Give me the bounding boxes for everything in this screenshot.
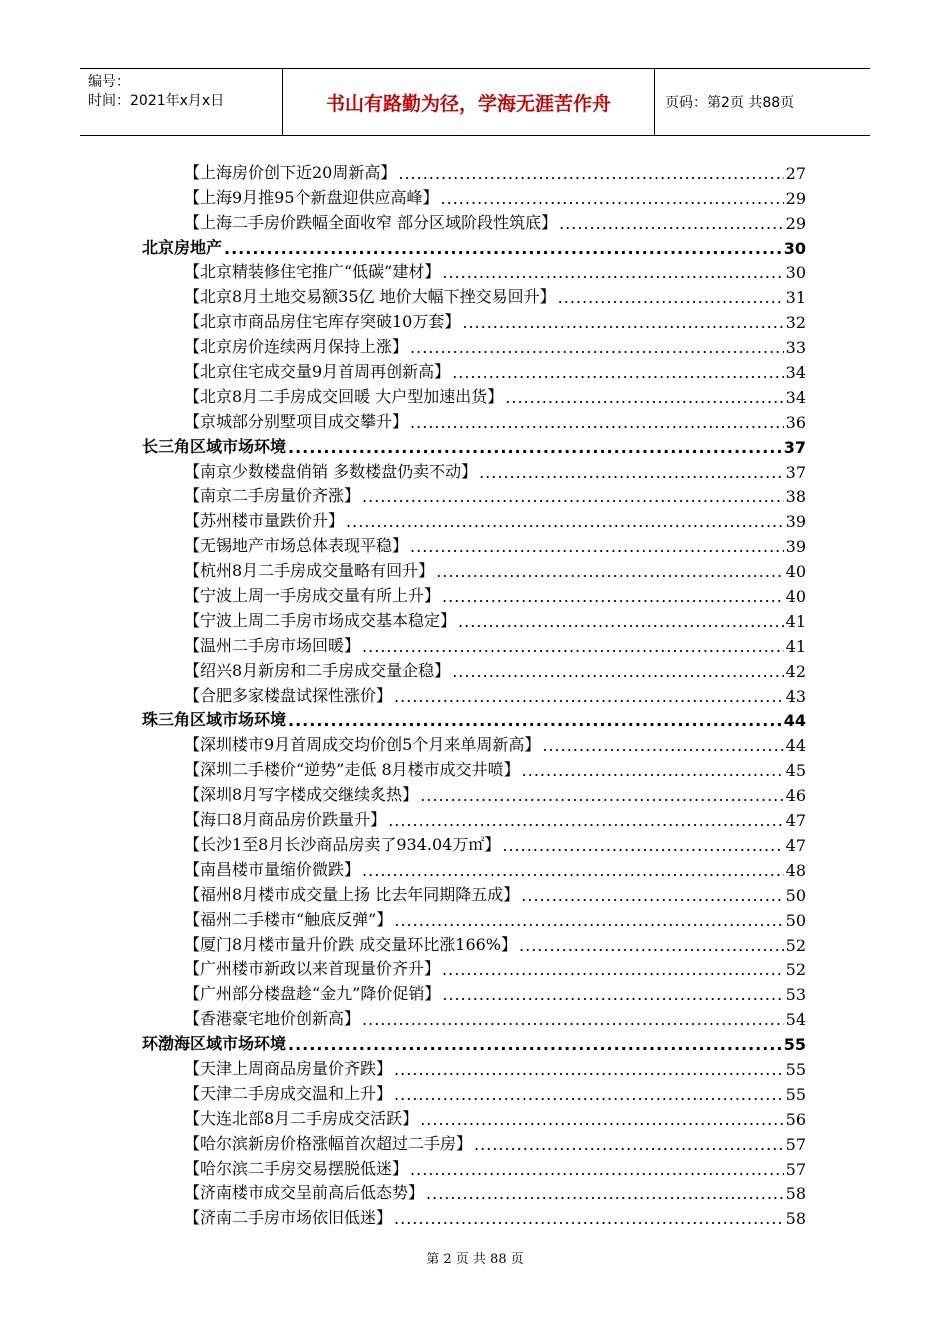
toc-dot-leader xyxy=(394,1085,784,1104)
toc-entry[interactable] xyxy=(142,258,806,283)
toc-dot-leader xyxy=(288,438,782,457)
header-meta xyxy=(80,69,282,135)
toc-entry-page: 43 xyxy=(785,686,806,706)
toc-entry-title: 【厦门8月楼市量升价跌 成交量环比涨166%】 xyxy=(184,934,518,954)
toc-entry-title: 珠三角区域市场环境 xyxy=(142,710,287,730)
toc-entry-page: 34 xyxy=(785,363,806,383)
toc-entry-page: 46 xyxy=(785,786,806,806)
toc-entry-page: 55 xyxy=(785,1084,806,1104)
toc-entry-title: 【北京精装修住宅推广“低碳”建材】 xyxy=(184,262,441,282)
toc-entry-page: 52 xyxy=(785,960,806,980)
toc-entry-title: 【温州二手房市场回暖】 xyxy=(184,635,361,655)
toc-entry-page: 57 xyxy=(785,1134,806,1154)
toc-entry-title: 【深圳楼市9月首周成交均价创5个月来单周新高】 xyxy=(184,735,541,755)
toc-dot-leader xyxy=(442,263,783,282)
toc-entry[interactable] xyxy=(142,1004,806,1029)
toc-dot-leader xyxy=(558,288,784,307)
toc-dot-leader xyxy=(519,936,784,955)
toc-entry-page: 52 xyxy=(785,935,806,955)
toc-entry[interactable] xyxy=(142,158,806,183)
toc-entry[interactable] xyxy=(142,482,806,507)
toc-dot-leader xyxy=(362,861,784,880)
toc-entry-page: 34 xyxy=(785,387,806,407)
toc-entry[interactable] xyxy=(142,307,806,332)
toc-entry-title: 【北京8月土地交易额35亿 地价大幅下挫交易回升】 xyxy=(184,287,556,307)
toc-entry-title: 【北京8月二手房成交回暖 大户型加速出货】 xyxy=(184,386,504,406)
toc-entry-title: 长三角区域市场环境 xyxy=(142,436,287,456)
toc-entry-title: 【苏州楼市量跌价升】 xyxy=(184,511,345,531)
toc-dot-leader xyxy=(394,1209,784,1228)
toc-entry-title: 【长沙1至8月长沙商品房卖了934.04万㎡】 xyxy=(184,834,501,854)
table-of-contents xyxy=(142,158,806,1228)
toc-entry-page: 33 xyxy=(785,338,806,358)
toc-entry[interactable] xyxy=(142,1104,806,1129)
page-footer: 第 2 页 共 88 页 xyxy=(426,1252,524,1267)
toc-dot-leader xyxy=(388,811,783,830)
toc-entry-title: 【南京二手房量价齐涨】 xyxy=(184,486,361,506)
toc-dot-leader xyxy=(394,1060,784,1079)
toc-entry-page: 40 xyxy=(785,587,806,607)
toc-entry-title: 【宁波上周一手房成交量有所上升】 xyxy=(184,586,441,606)
toc-entry-title: 【海口8月商品房价跌量升】 xyxy=(184,810,387,830)
toc-dot-leader xyxy=(559,214,784,233)
toc-entry[interactable] xyxy=(142,880,806,905)
toc-entry-title: 环渤海区域市场环境 xyxy=(142,1034,287,1054)
toc-entry-page: 50 xyxy=(785,910,806,930)
toc-entry-page: 39 xyxy=(785,537,806,557)
toc-entry[interactable] xyxy=(142,631,806,656)
toc-dot-leader xyxy=(224,239,782,258)
toc-dot-leader xyxy=(288,1035,782,1054)
toc-entry-page: 41 xyxy=(785,611,806,631)
toc-section-entry[interactable] xyxy=(142,432,806,457)
toc-entry[interactable] xyxy=(142,656,806,681)
toc-entry-title: 北京房地产 xyxy=(142,237,223,257)
toc-entry[interactable] xyxy=(142,531,806,556)
toc-entry[interactable] xyxy=(142,1179,806,1204)
toc-entry-page: 47 xyxy=(785,811,806,831)
toc-entry[interactable] xyxy=(142,805,806,830)
toc-entry-title: 【北京住宅成交量9月首周再创新高】 xyxy=(184,362,451,382)
toc-entry-title: 【哈尔滨二手房交易摆脱低迷】 xyxy=(184,1158,409,1178)
toc-entry-page: 37 xyxy=(783,437,806,457)
toc-dot-leader xyxy=(442,985,783,1004)
toc-dot-leader xyxy=(346,512,784,531)
toc-dot-leader xyxy=(521,886,783,905)
toc-dot-leader xyxy=(410,338,784,357)
toc-entry-page: 56 xyxy=(785,1109,806,1129)
toc-entry[interactable] xyxy=(142,382,806,407)
toc-entry-title: 【哈尔滨新房价格涨幅首次超过二手房】 xyxy=(184,1133,473,1153)
toc-entry[interactable] xyxy=(142,955,806,980)
toc-dot-leader xyxy=(426,1184,784,1203)
toc-entry-title: 【京城部分别墅项目成交攀升】 xyxy=(184,411,409,431)
toc-dot-leader xyxy=(458,612,784,631)
toc-entry-page: 42 xyxy=(785,661,806,681)
toc-entry-title: 【上海二手房价跌幅全面收窄 部分区域阶段性筑底】 xyxy=(184,212,558,232)
toc-entry-title: 【北京房价连续两月保持上涨】 xyxy=(184,337,409,357)
toc-dot-leader xyxy=(288,711,782,730)
toc-entry[interactable] xyxy=(142,581,806,606)
toc-entry[interactable] xyxy=(142,1154,806,1179)
toc-entry-page: 47 xyxy=(785,835,806,855)
toc-entry[interactable] xyxy=(142,830,806,855)
toc-dot-leader xyxy=(522,761,784,780)
toc-dot-leader xyxy=(410,537,784,556)
toc-entry-page: 29 xyxy=(785,188,806,208)
toc-entry-title: 【广州楼市新政以来首现量价齐升】 xyxy=(184,959,441,979)
toc-dot-leader xyxy=(394,911,783,930)
toc-entry-title: 【上海9月推95个新盘迎供应高峰】 xyxy=(184,187,439,207)
header-page-info: 页码：第2页 共88页 xyxy=(665,95,795,111)
toc-entry-title: 【福州二手楼市“触底反弹”】 xyxy=(184,909,393,929)
toc-entry[interactable] xyxy=(142,1129,806,1154)
toc-dot-leader xyxy=(452,662,783,681)
toc-entry-page: 50 xyxy=(785,885,806,905)
toc-entry[interactable] xyxy=(142,407,806,432)
toc-entry-title: 【大连北部8月二手房成交活跃】 xyxy=(184,1108,419,1128)
toc-dot-leader xyxy=(474,1135,784,1154)
toc-entry[interactable] xyxy=(142,979,806,1004)
toc-entry[interactable] xyxy=(142,930,806,955)
toc-dot-leader xyxy=(362,637,784,656)
toc-entry-page: 58 xyxy=(785,1209,806,1229)
toc-entry-title: 【上海房价创下近20周新高】 xyxy=(184,162,397,182)
toc-entry[interactable] xyxy=(142,183,806,208)
toc-entry-page: 48 xyxy=(785,860,806,880)
toc-dot-leader xyxy=(442,960,784,979)
toc-entry-page: 57 xyxy=(785,1159,806,1179)
toc-dot-leader xyxy=(542,736,783,755)
toc-entry-page: 37 xyxy=(785,462,806,482)
toc-entry[interactable] xyxy=(142,457,806,482)
toc-entry[interactable] xyxy=(142,606,806,631)
toc-entry[interactable] xyxy=(142,905,806,930)
toc-dot-leader xyxy=(452,363,783,382)
toc-entry-title: 【合肥多家楼盘试探性涨价】 xyxy=(184,685,393,705)
toc-entry-title: 【南昌楼市量缩价微跌】 xyxy=(184,859,361,879)
toc-entry[interactable] xyxy=(142,208,806,233)
doc-code-label: 编号： xyxy=(88,74,130,90)
toc-entry-title: 【福州8月楼市成交量上扬 比去年同期降五成】 xyxy=(184,884,520,904)
toc-entry-page: 30 xyxy=(783,238,806,258)
toc-entry-page: 44 xyxy=(783,711,806,731)
toc-entry[interactable] xyxy=(142,506,806,531)
toc-dot-leader xyxy=(462,313,783,332)
toc-dot-leader xyxy=(362,1010,784,1029)
toc-entry-page: 54 xyxy=(785,1010,806,1030)
toc-entry-title: 【香港豪宅地价创新高】 xyxy=(184,1009,361,1029)
toc-entry-page: 30 xyxy=(785,263,806,283)
toc-dot-leader xyxy=(394,687,784,706)
toc-entry[interactable] xyxy=(142,855,806,880)
toc-section-entry[interactable] xyxy=(142,706,806,731)
toc-entry-page: 38 xyxy=(785,487,806,507)
toc-entry[interactable] xyxy=(142,1203,806,1228)
header-motto: 书山有路勤为径，学海无涯苦作舟 xyxy=(282,69,655,135)
toc-entry-title: 【宁波上周二手房市场成交基本稳定】 xyxy=(184,610,457,630)
toc-entry-page: 55 xyxy=(785,1059,806,1079)
toc-entry[interactable] xyxy=(142,730,806,755)
toc-entry-title: 【济南二手房市场依旧低迷】 xyxy=(184,1208,393,1228)
toc-entry-page: 53 xyxy=(785,985,806,1005)
toc-entry-page: 39 xyxy=(785,512,806,532)
toc-entry-page: 32 xyxy=(785,313,806,333)
toc-dot-leader xyxy=(442,587,784,606)
toc-entry-page: 27 xyxy=(785,163,806,183)
toc-dot-leader xyxy=(398,164,783,183)
toc-entry[interactable] xyxy=(142,332,806,357)
toc-dot-leader xyxy=(420,786,783,805)
doc-date-label: 时间：2021年x月x日 xyxy=(88,93,225,109)
page-header xyxy=(80,68,870,136)
toc-entry[interactable] xyxy=(142,780,806,805)
toc-entry-page: 40 xyxy=(785,562,806,582)
toc-entry-page: 29 xyxy=(785,213,806,233)
toc-entry-title: 【无锡地产市场总体表现平稳】 xyxy=(184,536,409,556)
toc-entry-page: 58 xyxy=(785,1184,806,1204)
toc-section-entry[interactable] xyxy=(142,1029,806,1054)
toc-dot-leader xyxy=(505,388,783,407)
toc-entry[interactable] xyxy=(142,282,806,307)
toc-entry-page: 45 xyxy=(785,761,806,781)
toc-dot-leader xyxy=(436,562,783,581)
toc-entry[interactable] xyxy=(142,755,806,780)
toc-entry-page: 31 xyxy=(785,288,806,308)
toc-entry-title: 【广州部分楼盘趁“金九”降价促销】 xyxy=(184,984,441,1004)
toc-entry[interactable] xyxy=(142,681,806,706)
toc-entry-title: 【天津上周商品房量价齐跌】 xyxy=(184,1058,393,1078)
toc-entry[interactable] xyxy=(142,1054,806,1079)
toc-entry-title: 【南京少数楼盘俏销 多数楼盘仍卖不动】 xyxy=(184,461,478,481)
toc-entry-page: 44 xyxy=(785,736,806,756)
toc-entry-title: 【深圳二手楼价“逆势”走低 8月楼市成交井喷】 xyxy=(184,760,520,780)
toc-entry-page: 55 xyxy=(783,1035,806,1055)
toc-dot-leader xyxy=(410,413,784,432)
toc-dot-leader xyxy=(362,487,784,506)
toc-entry-page: 36 xyxy=(785,412,806,432)
toc-section-entry[interactable] xyxy=(142,233,806,258)
toc-dot-leader xyxy=(420,1110,783,1129)
toc-entry-title: 【济南楼市成交呈前高后低态势】 xyxy=(184,1183,425,1203)
toc-entry[interactable] xyxy=(142,357,806,382)
toc-dot-leader xyxy=(410,1160,784,1179)
toc-entry-title: 【杭州8月二手房成交量略有回升】 xyxy=(184,561,435,581)
toc-entry[interactable] xyxy=(142,1079,806,1104)
toc-entry-title: 【深圳8月写字楼成交继续炙热】 xyxy=(184,785,419,805)
toc-dot-leader xyxy=(441,189,784,208)
toc-entry[interactable] xyxy=(142,556,806,581)
toc-dot-leader xyxy=(479,463,784,482)
toc-entry-title: 【绍兴8月新房和二手房成交量企稳】 xyxy=(184,660,451,680)
toc-entry-title: 【天津二手房成交温和上升】 xyxy=(184,1083,393,1103)
toc-entry-page: 41 xyxy=(785,636,806,656)
toc-entry-title: 【北京市商品房住宅库存突破10万套】 xyxy=(184,312,461,332)
toc-dot-leader xyxy=(502,836,783,855)
